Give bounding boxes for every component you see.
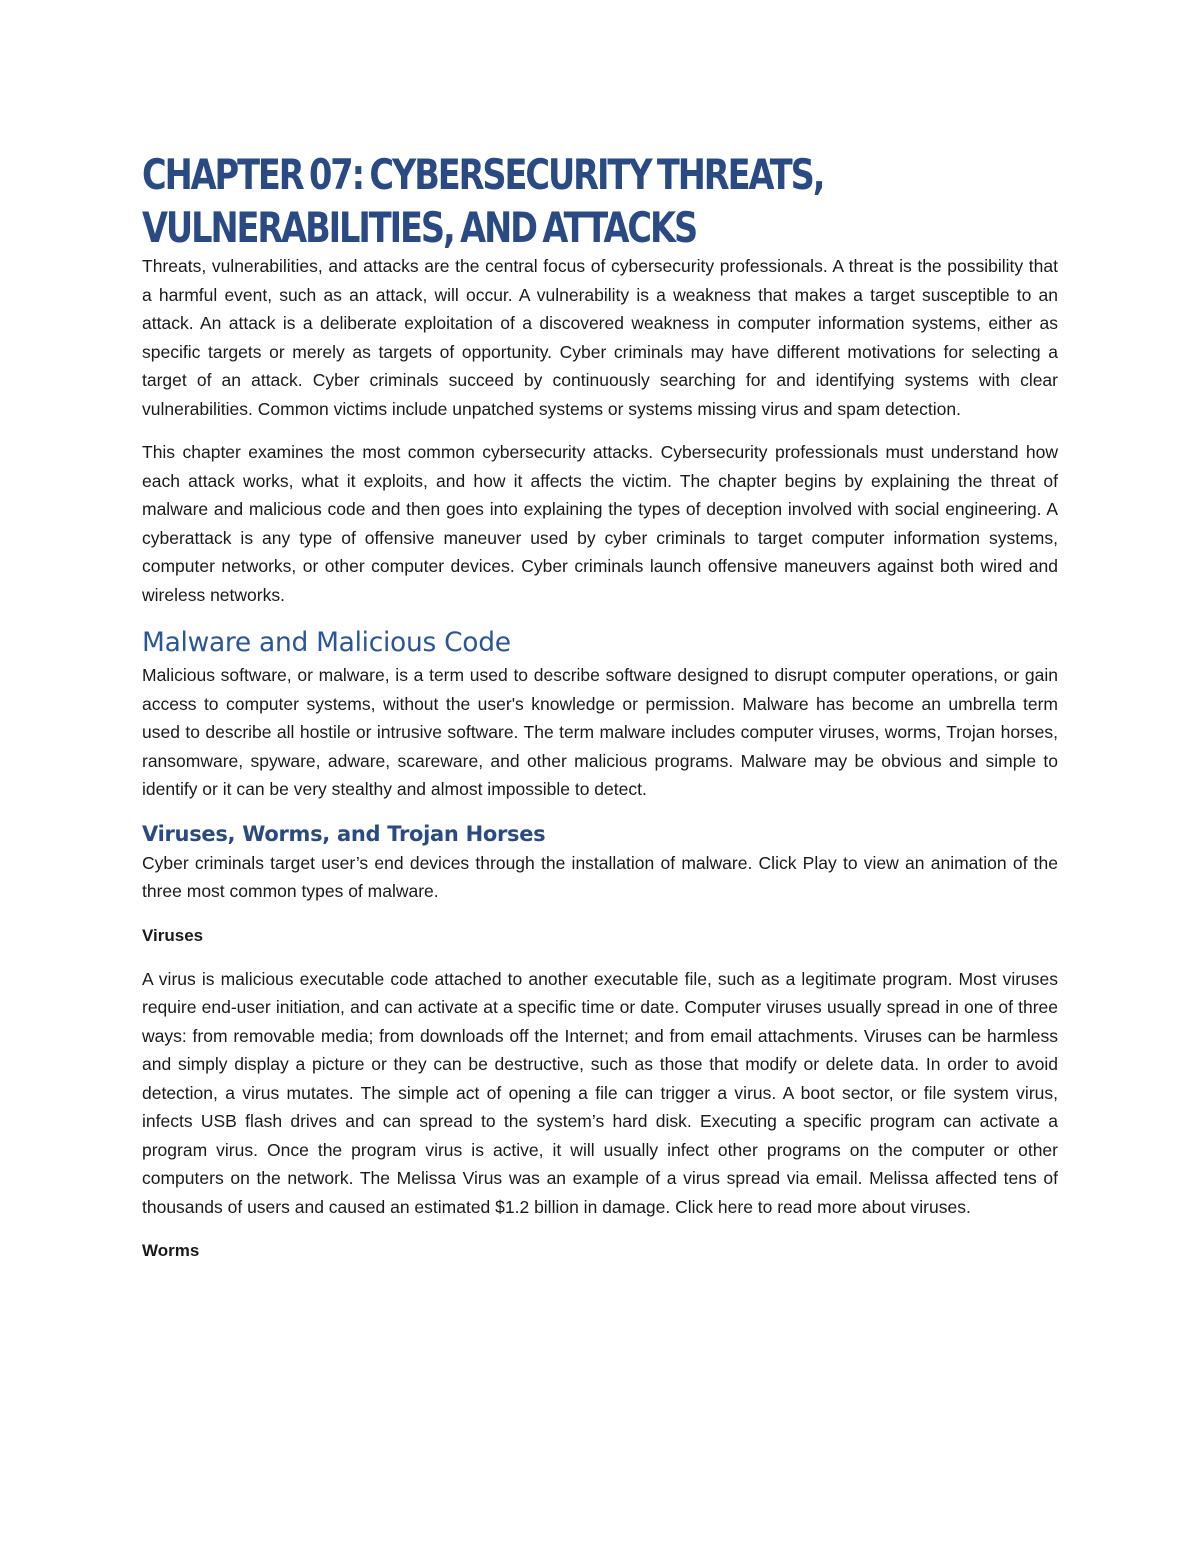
chapter-title xyxy=(142,148,1058,254)
viruses-paragraph: A virus is malicious executable code attached to another executable file, such as a legitimate program. Most viruses require end-user initiation, and can activate at a specific time or date. Computer viruses usually spread in one of three ways: from removable media; from downloads off the Internet; and from email attachments. Viruses can be harmless and simply display a picture or they can be destructive, such as those that modify or delete data. In order to avoid detection, a virus mutates. The simple act of opening a file can trigger a virus. A boot sector, or file system virus, infects USB flash drives and can spread to the system’s hard disk. Executing a specific program can activate a program virus. Once the program virus is active, it will usually infect other programs on the computer or other computers on the network. The Melissa Virus was an example of a virus spread via email. Melissa affected tens of thousands of users and caused an estimated $1.2 billion in damage. Click here to read more about viruses. xyxy=(142,968,1058,1217)
document-page xyxy=(142,148,1058,1280)
chapter-title-line-2: VULNERABILITIES, AND ATTACKS xyxy=(142,203,697,252)
intro-paragraph-1: Threats, vulnerabilities, and attacks are the central focus of cybersecurity professionals. A threat is the possibility that a harmful event, such as an attack, will occur. A vulnerability is a weakness that makes a target susceptible to an attack. An attack is a deliberate exploitation of a discovered weakness in computer information systems, either as specific targets or merely as targets of opportunity. Cyber criminals may have different motivations for selecting a target of an attack. Cyber criminals succeed by continuously searching for and identifying systems with clear vulnerabilities. Common victims include unpatched systems or systems missing virus and spam detection. xyxy=(142,256,1058,419)
viruses-subheading: Viruses xyxy=(142,925,204,945)
malware-section-heading: Malware and Malicious Code xyxy=(142,627,511,658)
intro-paragraph-2: This chapter examines the most common cybersecurity attacks. Cybersecurity professionals must understand how each attack works, what it exploits, and how it affects the victim. The chapter begins by explaining the threat of malware and malicious code and then goes into explaining the types of deception involved with social engineering. A cyberattack is any type of offensive maneuver used by cyber criminals to target computer information systems, computer networks, or other computer devices. Cyber criminals launch offensive maneuvers against both wired and wireless networks. xyxy=(142,442,1058,605)
viruses-worms-trojans-heading: Viruses, Worms, and Trojan Horses xyxy=(142,821,546,846)
chapter-title-line-1: CHAPTER 07: CYBERSECURITY THREATS, xyxy=(142,150,824,199)
viruses-worms-trojans-paragraph: Cyber criminals target user’s end devices through the installation of malware. Click Play to view an animation of the three most common types of malware. xyxy=(142,852,1058,901)
malware-paragraph: Malicious software, or malware, is a term used to describe software designed to disrupt computer operations, or gain access to computer systems, without the user's knowledge or permission. Malware has become an umbrella term used to describe all hostile or intrusive software. The term malware includes computer viruses, worms, Trojan horses, ransomware, spyware, adware, scareware, and other malicious programs. Malware may be obvious and simple to identify or it can be very stealthy and almost impossible to detect. xyxy=(142,665,1058,799)
worms-subheading: Worms xyxy=(142,1241,200,1260)
